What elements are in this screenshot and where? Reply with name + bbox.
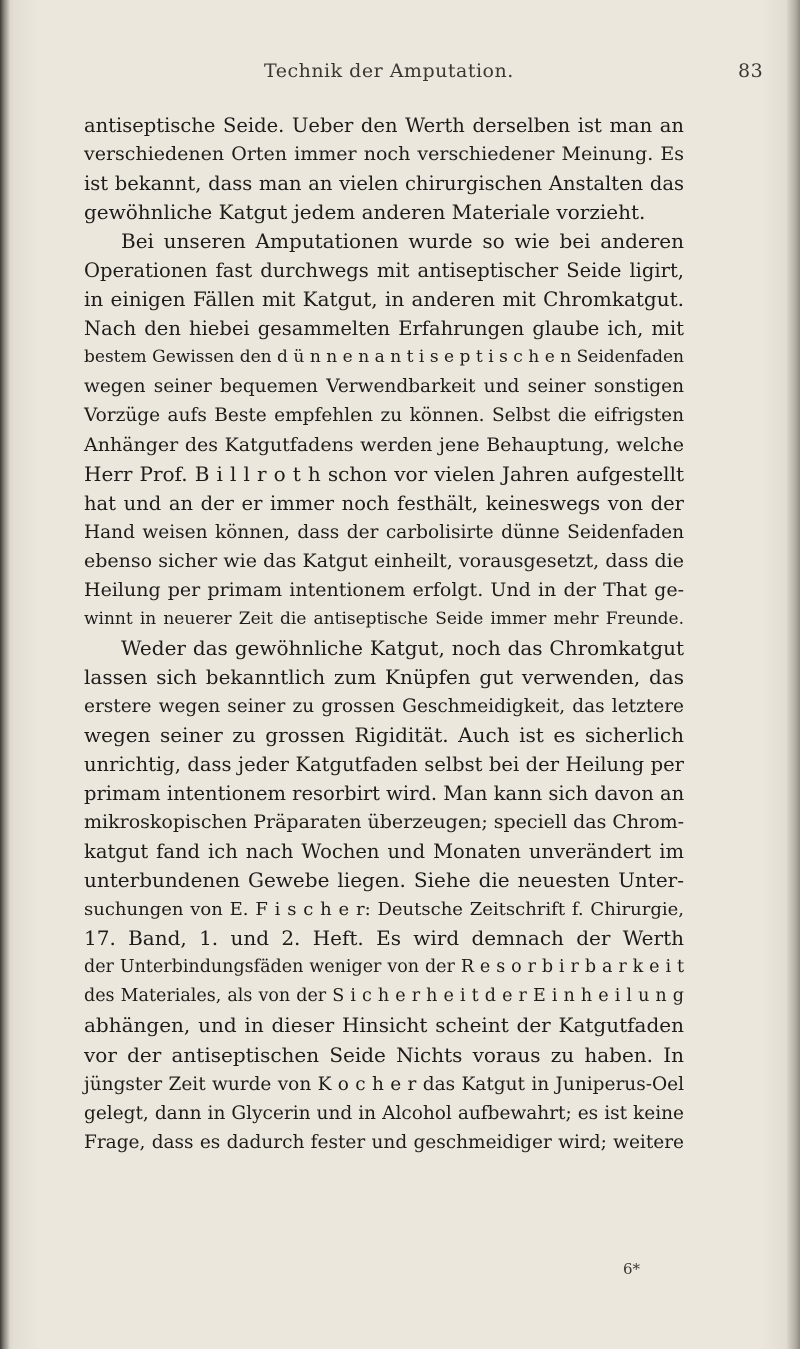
text-line: Heilung per primam intentionem erfolgt. Und in der That ge- xyxy=(84,578,684,601)
text-line: lassen sich bekanntlich zum Knüpfen gut verwenden, das xyxy=(84,664,684,689)
text-line: gelegt, dann in Glycerin und in Alcohol aufbewahrt; es ist keine xyxy=(84,1102,684,1124)
text-line: Herr Prof. B i l l r o t h schon vor vielen Jahren aufgestellt xyxy=(84,461,684,486)
text-line: vor der antiseptischen Seide Nichts voraus zu haben. In xyxy=(84,1042,684,1067)
sheet-signature: 6* xyxy=(623,1260,641,1278)
text-line: mikroskopischen Präparaten überzeugen; speciell das Chrom- xyxy=(84,811,685,834)
page-header xyxy=(0,60,800,90)
running-title: Technik der Amputation. xyxy=(264,60,514,82)
text-line: wegen seiner bequemen Verwendbarkeit und seiner sonstigen xyxy=(84,376,684,398)
text-line: unterbundenen Gewebe liegen. Siehe die neuesten Unter- xyxy=(84,868,684,893)
text-line: bestem Gewissen den d ü n n e n a n t i s e p t i s c h e n Seidenfaden xyxy=(84,347,684,368)
text-line: ist bekannt, dass man an vielen chirurgischen Anstalten das xyxy=(84,172,684,196)
text-line: Weder das gewöhnliche Katgut, noch das Chromkatgut xyxy=(121,635,684,660)
text-line: erstere wegen seiner zu grossen Geschmeidigkeit, das letztere xyxy=(84,695,684,717)
text-line: Anhänger des Katgutfadens werden jene Behauptung, welche xyxy=(84,433,684,456)
text-line: der Unterbindungsfäden weniger von der R e s o r b i r b a r k e i t xyxy=(84,957,684,978)
text-line: suchungen von E. F i s c h e r: Deutsche Zeitschrift f. Chirurgie, xyxy=(84,899,684,921)
text-line: Frage, dass es dadurch fester und geschmeidiger wird; weitere xyxy=(84,1131,684,1153)
text-line: winnt in neuerer Zeit die antiseptische Seide immer mehr Freunde. xyxy=(84,608,684,629)
text-line: abhängen, und in dieser Hinsicht scheint der Katgutfaden xyxy=(84,1013,684,1038)
text-line: Vorzüge aufs Beste empfehlen zu können. Selbst die eifrigsten xyxy=(84,405,684,427)
text-line: gewöhnliche Katgut jedem anderen Materiale vorzieht. xyxy=(84,200,646,225)
text-line: Bei unseren Amputationen wurde so wie bei anderen xyxy=(121,229,684,254)
text-line: primam intentionem resorbirt wird. Man kann sich davon an xyxy=(84,782,685,806)
text-line: antiseptische Seide. Ueber den Werth derselben ist man an xyxy=(84,114,684,137)
text-line: Nach den hiebei gesammelten Erfahrungen glaube ich, mit xyxy=(84,317,684,341)
text-line: wegen seiner zu grossen Rigidität. Auch ist es sicherlich xyxy=(84,722,684,747)
text-line: Operationen fast durchwegs mit antiseptischer Seide ligirt, xyxy=(84,259,684,283)
page-gutter-shadow xyxy=(0,0,10,1349)
text-line: des Materiales, als von der S i c h e r h e i t d e r E i n h e i l u n g xyxy=(84,986,684,1007)
text-line: ebenso sicher wie das Katgut einheilt, vorausgesetzt, dass die xyxy=(84,549,684,572)
body-text xyxy=(84,111,684,1157)
page-edge-shadow xyxy=(786,0,800,1349)
text-line: 17. Band, 1. und 2. Heft. Es wird demnach der Werth xyxy=(84,926,684,951)
text-line: verschiedenen Orten immer noch verschiedener Meinung. Es xyxy=(84,143,684,166)
text-line: hat und an der er immer noch festhält, keineswegs von der xyxy=(84,491,684,515)
text-line: Hand weisen können, dass der carbolisirte dünne Seidenfaden xyxy=(84,521,684,543)
text-line: in einigen Fällen mit Katgut, in anderen mit Chromkatgut. xyxy=(84,287,684,312)
page-number: 83 xyxy=(738,60,764,82)
text-line: jüngster Zeit wurde von K o c h e r das Katgut in Juniperus-Oel xyxy=(84,1073,684,1095)
text-line: katgut fand ich nach Wochen und Monaten unverändert im xyxy=(84,840,684,864)
text-line: unrichtig, dass jeder Katgutfaden selbst bei der Heilung per xyxy=(84,753,684,777)
